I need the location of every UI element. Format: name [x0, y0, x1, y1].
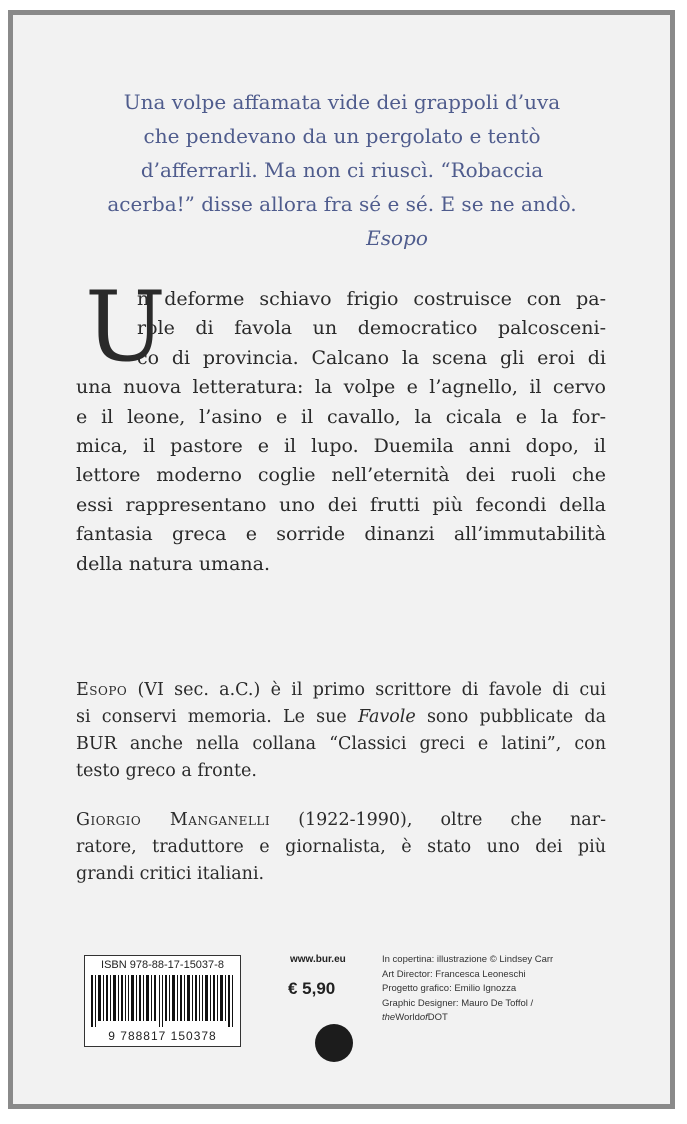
barcode-digits: 9 788817 150378 — [108, 1029, 217, 1043]
author-bio-esopo — [76, 677, 606, 785]
credit-line: In copertina: illustrazione © Lindsey Carr — [382, 954, 554, 965]
price-label: € 5,90 — [288, 979, 336, 998]
translator-name: Giorgio Manganelli — [76, 810, 271, 830]
quote-author: Esopo — [366, 226, 428, 250]
studio-name-part: of — [419, 1012, 428, 1023]
barcode-icon — [91, 975, 236, 1027]
credit-line-studio — [382, 1011, 553, 1026]
isbn-barcode — [84, 955, 241, 1047]
quote-line: che pendevano da un pergolato e tentò — [143, 124, 541, 148]
blurb-line: role di favola un democratico palcosceni- — [137, 317, 606, 340]
epigraph-quote — [72, 85, 612, 255]
studio-name-part: DOT — [427, 1012, 448, 1023]
translator-bio-manganelli — [76, 807, 606, 888]
design-credits — [382, 953, 553, 1026]
blurb-line: fantasia greca e sorride dinanzi all’immutabilità — [76, 523, 606, 546]
book-title: Favole — [357, 707, 416, 727]
bio-line — [76, 807, 606, 834]
blurb-line: una nuova letteratura: la volpe e l’agnello, il cervo — [76, 376, 606, 399]
bio-text: (VI sec. a.C.) è il primo scrittore di favole di cui — [127, 680, 606, 700]
bio-line: testo greco a fronte. — [76, 761, 257, 781]
isbn-label: ISBN 978-88-17-15037-8 — [101, 959, 224, 971]
publisher-website: www.bur.eu — [290, 954, 346, 965]
quote-line: d’afferrarli. Ma non ci riuscì. “Robaccia — [140, 158, 544, 182]
quote-line: Una volpe affamata vide dei grappoli d’uva — [123, 90, 561, 114]
blurb-line: della natura umana. — [76, 552, 270, 575]
blurb-line: mica, il pastore e il lupo. Duemila anni dopo, il — [76, 435, 606, 458]
blurb-paragraph — [76, 271, 606, 579]
credit-line: Art Director: Francesca Leoneschi — [382, 968, 526, 980]
drop-cap: U — [85, 271, 166, 383]
credit-line: Progetto grafico: Emilio Ignozza — [382, 983, 517, 994]
bio-text: (1922-1990), oltre che nar- — [270, 810, 606, 830]
bio-text: si conservi memoria. Le sue — [76, 707, 358, 727]
bio-line: ratore, traduttore e giornalista, è stato uno dei più — [76, 837, 606, 857]
quote-line: acerba!” disse allora fra sé e sé. E se ne andò. — [107, 192, 577, 216]
blurb-line: essi rappresentano uno dei frutti più fecondi della — [76, 493, 606, 516]
credit-line: Graphic Designer: Mauro De Toffol / — [382, 997, 534, 1009]
bio-line: BUR anche nella collana “Classici greci e latini”, con — [76, 734, 606, 754]
bio-text: sono pubblicate da — [415, 707, 606, 727]
blurb-line: e il leone, l’asino e il cavallo, la cicala e la for- — [76, 405, 606, 428]
blurb-line: lettore moderno coglie nell’eternità dei ruoli che — [76, 464, 606, 487]
bio-line — [76, 677, 606, 704]
publisher-logo-dot — [315, 1024, 353, 1062]
blurb-line: co di provincia. Calcano la scena gli eroi di — [137, 346, 606, 369]
blurb-line: n deforme schiavo frigio costruisce con pa- — [137, 288, 606, 310]
author-name: Esopo — [76, 680, 128, 700]
studio-name-part: the — [382, 1012, 396, 1023]
studio-name-part: World — [395, 1012, 420, 1023]
bio-line — [76, 704, 606, 731]
bio-line: grandi critici italiani. — [76, 864, 265, 884]
